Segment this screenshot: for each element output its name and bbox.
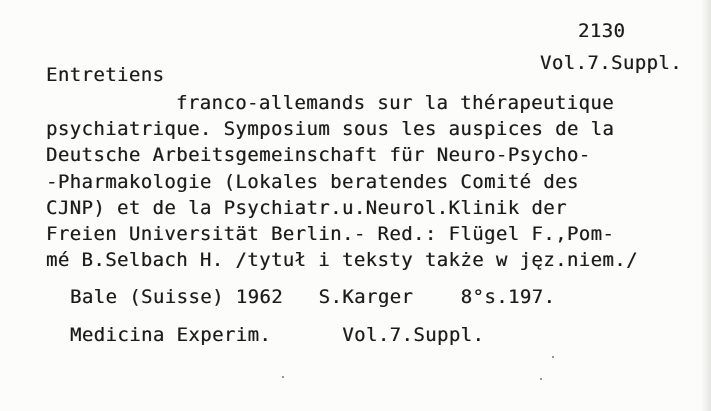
description-line: mé B.Selbach H. /tytuł i teksty także w jęz.niem./ (46, 249, 638, 271)
description-line: CJNP) et de la Psychiatr.u.Neurol.Klinik der (46, 197, 567, 219)
description-line: -Pharmakologie (Lokales beratendes Comité des (46, 171, 579, 193)
imprint-line: Bale (Suisse) 1962 S.Karger 8°s.197. (70, 286, 556, 308)
description-line: Freien Universität Berlin.- Red.: Flügel F.,Pom- (46, 223, 615, 245)
title-heading: Entretiens (46, 64, 165, 86)
paper-speck (540, 378, 542, 380)
description-line: Deutsche Arbeitsgemeinschaft für Neuro-Psycho- (46, 144, 591, 166)
call-number: 2130 (578, 20, 626, 42)
volume-designation: Vol.7.Suppl. (540, 52, 683, 74)
description-line: franco-allemands sur la thérapeutique (176, 92, 615, 114)
series-line: Medicina Experim. Vol.7.Suppl. (70, 324, 485, 346)
description-line: psychiatrique. Symposium sous les auspices de la (46, 118, 615, 140)
paper-speck (552, 356, 554, 358)
paper-speck (282, 376, 284, 378)
